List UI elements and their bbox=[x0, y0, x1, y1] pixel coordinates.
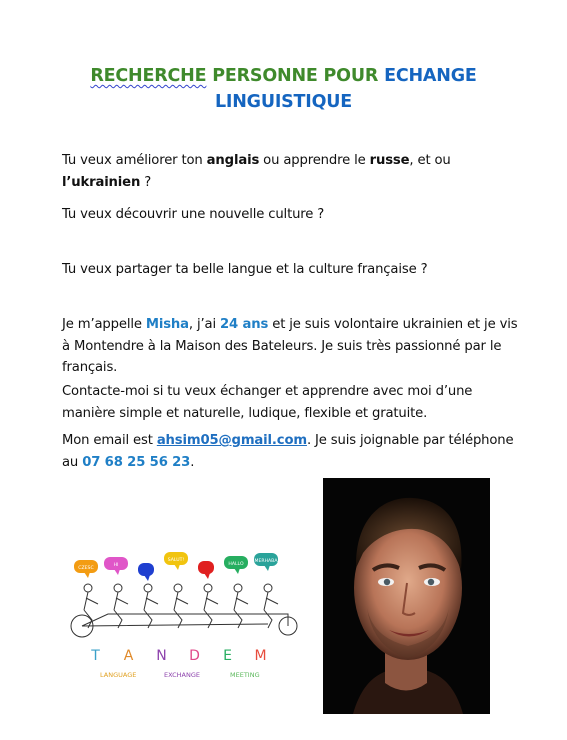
cyclist bbox=[174, 584, 188, 628]
speech-bubbles bbox=[74, 552, 278, 581]
speech-bubble-text: HI bbox=[113, 563, 119, 568]
question-culture: Tu veux découvrir une nouvelle culture ? bbox=[62, 207, 325, 222]
title-word-echange: ECHANGE bbox=[384, 66, 477, 86]
speech-bubble bbox=[224, 556, 248, 574]
tandem-letter: M bbox=[254, 648, 268, 664]
contact-paragraph: Contacte-moi si tu veux échanger et apprendre avec moi d’une manière simple et naturelle, ludique, flexible et gratuite. bbox=[62, 384, 473, 421]
cyclist bbox=[234, 584, 248, 628]
cyclist bbox=[114, 584, 128, 628]
speech-bubble-text: HALLO bbox=[228, 562, 244, 567]
speech-bubble bbox=[164, 552, 188, 570]
age: 24 ans bbox=[220, 317, 269, 332]
cyclist bbox=[264, 584, 278, 628]
tandem-letter: N bbox=[156, 648, 168, 664]
cyclists-illustration bbox=[71, 584, 297, 637]
tandem-tagline bbox=[100, 671, 260, 679]
intro-paragraph: Je m’appelle Misha, j’ai 24 ans et je suis volontaire ukrainien et je vis à Montendre à la Maison des Bateleurs. Je suis très passionné par le français. bbox=[62, 317, 518, 375]
speech-bubble-text: SALUT! bbox=[167, 558, 185, 563]
title-line-1 bbox=[0, 66, 567, 86]
title-line-2: LINGUISTIQUE bbox=[214, 92, 353, 112]
tandem-logo bbox=[68, 548, 298, 686]
speech-bubble bbox=[104, 557, 128, 575]
tandem-bicycle bbox=[71, 614, 297, 637]
tandem-letter: A bbox=[123, 648, 135, 664]
tandem-tagline-word: MEETING bbox=[230, 671, 260, 679]
portrait-photo bbox=[323, 478, 490, 714]
email-link[interactable]: ahsim05@gmail.com bbox=[156, 433, 307, 448]
speech-bubble-text: CZESC bbox=[78, 566, 94, 571]
speech-bubble-text: MERHABA bbox=[254, 559, 278, 564]
tandem-tagline-word: EXCHANGE bbox=[164, 671, 200, 679]
cyclist bbox=[144, 584, 158, 628]
tandem-letter: D bbox=[189, 648, 201, 664]
tandem-letter: E bbox=[223, 648, 233, 664]
tandem-tagline-word: LANGUAGE bbox=[100, 671, 137, 679]
tandem-letter: T bbox=[91, 648, 101, 664]
speech-bubble bbox=[74, 560, 98, 578]
speech-bubble bbox=[254, 553, 278, 571]
question-share: Tu veux partager ta belle langue et la culture française ? bbox=[62, 262, 428, 277]
speech-bubble bbox=[138, 563, 154, 581]
tandem-wordmark bbox=[90, 648, 267, 664]
name-misha: Misha bbox=[145, 317, 189, 332]
phone-number: 07 68 25 56 23 bbox=[82, 454, 191, 470]
title-words-personne-pour: PERSONNE POUR bbox=[212, 66, 379, 86]
speech-bubble bbox=[198, 561, 214, 579]
title-word-recherche: RECHERCHE bbox=[90, 66, 207, 86]
cyclist bbox=[204, 584, 218, 628]
question-languages: Tu veux améliorer ton anglais ou apprendre le russe, et ou l’ukrainien ? bbox=[62, 153, 451, 190]
email-paragraph: Mon email est ahsim05@gmail.com. Je suis joignable par téléphone au 07 68 25 56 23. bbox=[62, 433, 514, 470]
